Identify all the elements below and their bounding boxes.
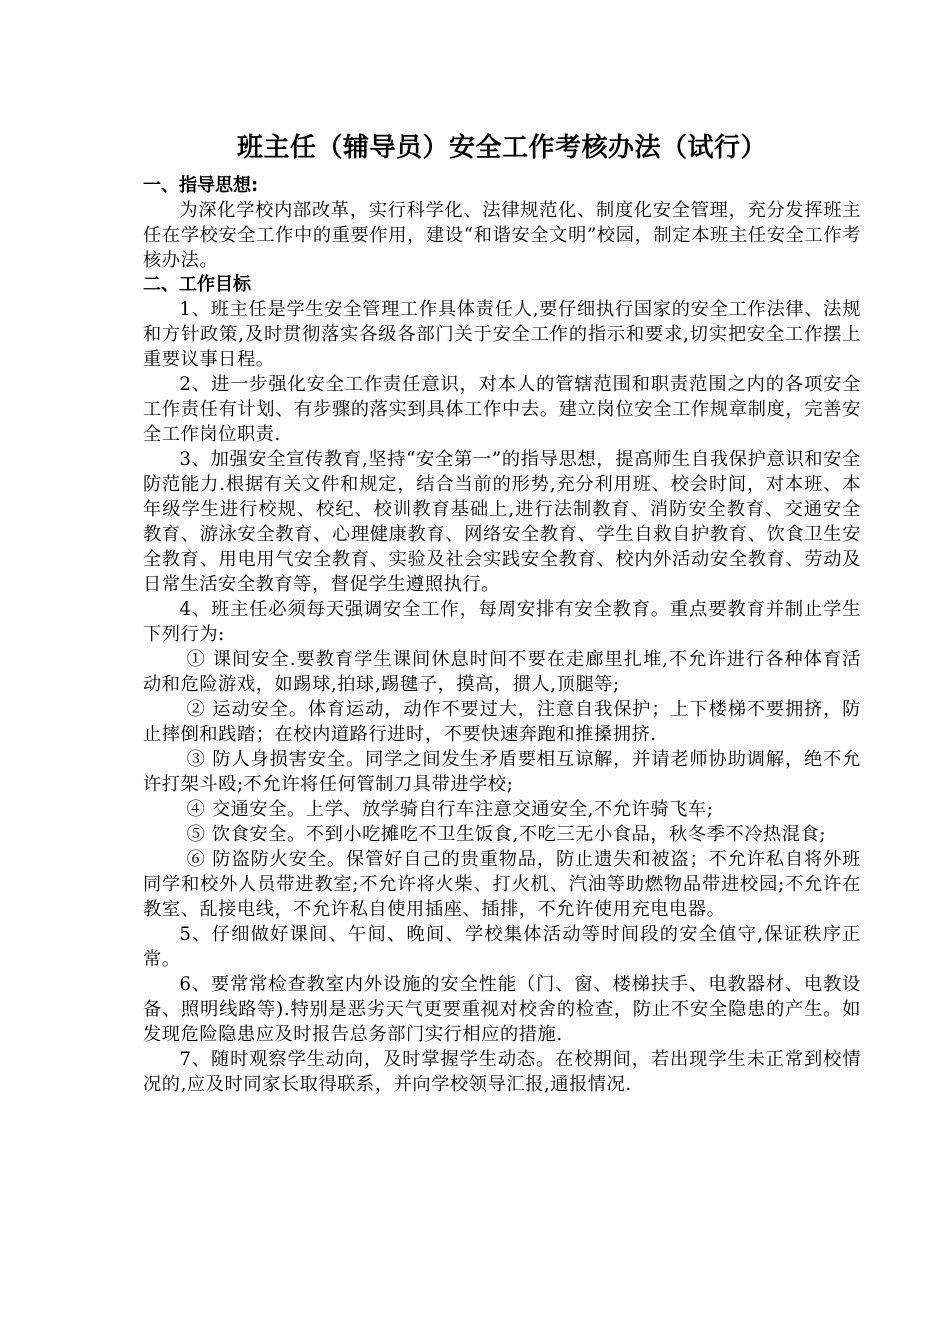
paragraph: 5、仔细做好课间、午间、晚间、学校集体活动等时间段的安全值守,保证秩序正常。: [143, 924, 861, 970]
paragraph: 1、班主任是学生安全管理工作具体责任人,要仔细执行国家的安全工作法律、法规和方针政策,及时贯彻落实各级各部门关于安全工作的指示和要求,切实把安全工作摆上重要议事日程。: [143, 299, 861, 370]
paragraph: 7、随时观察学生动向，及时掌握学生动态。在校期间，若出现学生未正常到校情况的,应及时同家长取得联系，并向学校领导汇报,通报情况.: [143, 1049, 861, 1095]
document-page: [143, 128, 861, 1097]
paragraph: ② 运动安全。体育运动，动作不要过大，注意自我保护；上下楼梯不要拥挤，防止摔倒和践踏；在校内道路行进时，不要快速奔跑和推搡拥挤.: [143, 699, 861, 745]
paragraph: 为深化学校内部改革，实行科学化、法律规范化、制度化安全管理，充分发挥班主任在学校安全工作中的重要作用，建设“和谐安全文明”校园，制定本班主任安全工作考核办法。: [143, 200, 861, 271]
paragraph: ⑤ 饮食安全。不到小吃摊吃不卫生饭食,不吃三无小食品，秋冬季不冷热混食;: [186, 824, 827, 845]
document-title: 班主任（辅导员）安全工作考核办法（试行）: [236, 133, 767, 163]
paragraph: 2、进一步强化安全工作责任意识，对本人的管辖范围和职责范围之内的各项安全工作责任有计划、有步骤的落实到具体工作中去。建立岗位安全工作规章制度，完善安全工作岗位职责.: [143, 374, 861, 445]
section-guiding-ideology: [143, 174, 861, 273]
section-heading: 二、工作目标: [143, 274, 251, 295]
section-work-goals: [143, 273, 861, 1097]
paragraph: ③ 防人身损害安全。同学之间发生矛盾要相互谅解，并请老师协助调解，绝不允许打架斗殴;不允许将任何管制刀具带进学校;: [143, 749, 861, 795]
paragraph: ① 课间安全.要教育学生课间休息时间不要在走廊里扎堆,不允许进行各种体育活动和危险游戏，如踢球,拍球,踢毽子，摸高，掼人,顶腿等;: [143, 649, 861, 695]
section-heading: 一、指导思想:: [143, 175, 259, 196]
paragraph: 6、要常常检查教室内外设施的安全性能（门、窗、楼梯扶手、电教器材、电教设备、照明线路等).特别是恶劣天气更要重视对校舍的检查，防止不安全隐患的产生。如发现危险隐患应及时报告总务部门实行相应的措施.: [143, 974, 861, 1045]
paragraph: ④ 交通安全。上学、放学骑自行车注意交通安全,不允许骑飞车;: [186, 799, 714, 820]
paragraph: 3、加强安全宣传教育,坚持“安全第一”的指导思想，提高师生自我保护意识和安全防范能力.根据有关文件和规定，结合当前的形势,充分利用班、校会时间，对本班、本年级学生进行校规、校纪、校训教育基础上,进行法制教育、消防安全教育、交通安全教育、游泳安全教育、心理健康教育、网络安全教育、学生自救自护教育、饮食卫生安全教育、用电用气安全教育、实验及社会实践安全教育、校内外活动安全教育、劳动及日常生活安全教育等，督促学生遵照执行。: [143, 449, 861, 595]
paragraph: ⑥ 防盗防火安全。保管好自己的贵重物品，防止遗失和被盗；不允许私自将外班同学和校外人员带进教室;不允许将火柴、打火机、汽油等助燃物品带进校园;不允许在教室、乱接电线，不允许私自使用插座、插排，不允许使用充电电器。: [143, 849, 861, 920]
paragraph: 4、班主任必须每天强调安全工作，每周安排有安全教育。重点要教育并制止学生下列行为:: [143, 599, 861, 645]
